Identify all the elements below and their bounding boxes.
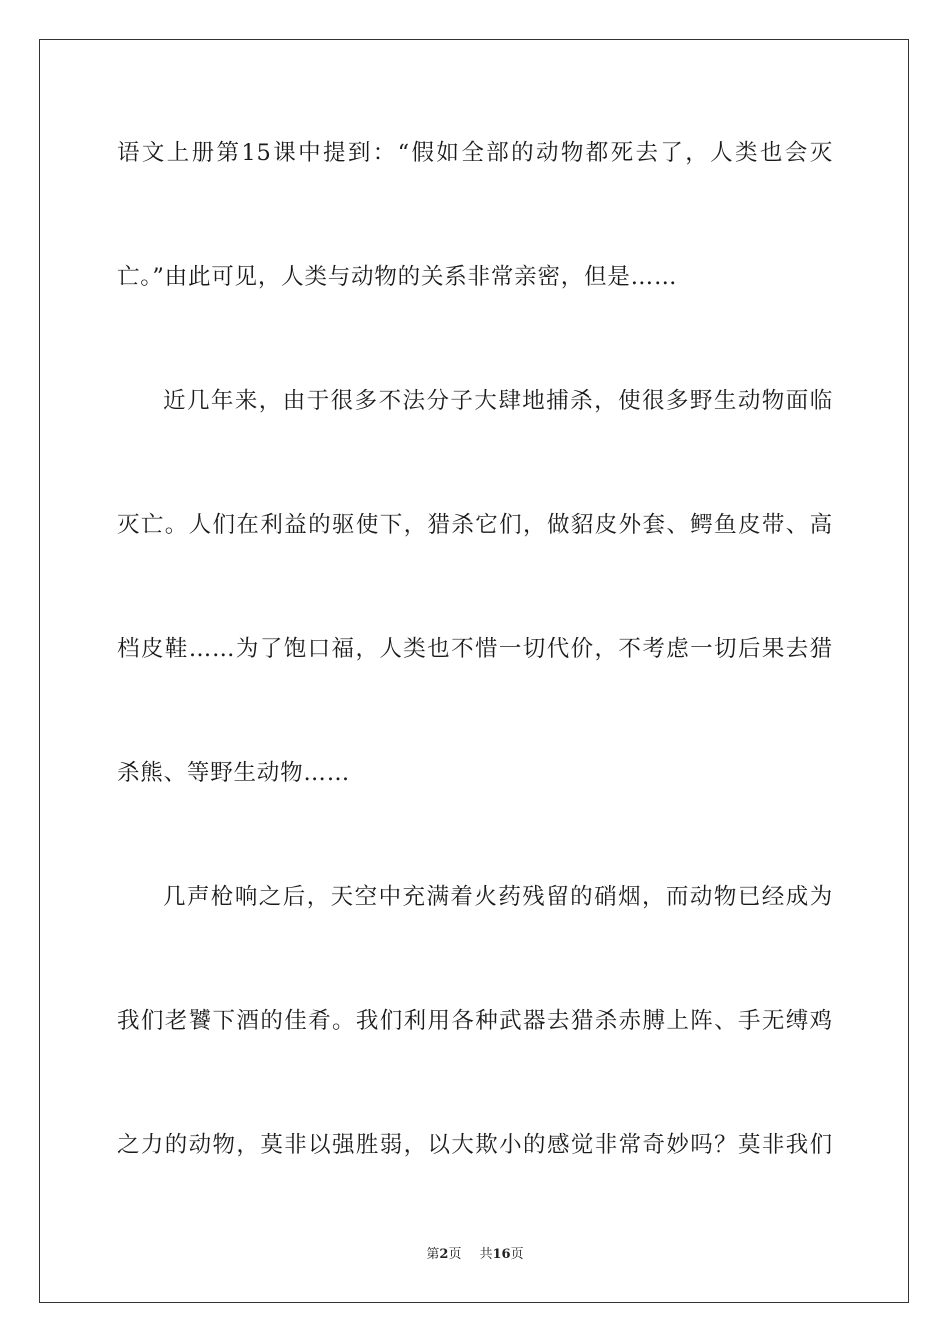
page-prefix: 第 bbox=[426, 1247, 440, 1262]
total-suffix: 页 bbox=[510, 1247, 524, 1262]
text-line-7: 几声枪响之后，天空中充满着火药残留的硝烟，而动物已经成为 bbox=[163, 884, 833, 910]
page-footer bbox=[0, 1246, 950, 1264]
page-suffix: 页 bbox=[448, 1247, 462, 1262]
text-line-4: 灭亡。人们在利益的驱使下，猎杀它们，做貂皮外套、鳄鱼皮带、高 bbox=[117, 512, 833, 538]
text-line-9: 之力的动物，莫非以强胜弱，以大欺小的感觉非常奇妙吗？莫非我们 bbox=[117, 1132, 833, 1158]
page-total: 16 bbox=[492, 1247, 511, 1262]
text-line-2: 亡。”由此可见，人类与动物的关系非常亲密，但是…… bbox=[117, 264, 678, 290]
total-prefix: 共 bbox=[479, 1247, 493, 1262]
text-line-3: 近几年来，由于很多不法分子大肆地捕杀，使很多野生动物面临 bbox=[163, 388, 833, 414]
text-line-5: 档皮鞋……为了饱口福，人类也不惜一切代价，不考虑一切后果去猎 bbox=[117, 636, 833, 662]
page-current: 2 bbox=[439, 1247, 449, 1262]
text-line-1: 语文上册第15课中提到：“假如全部的动物都死去了，人类也会灭 bbox=[117, 140, 833, 166]
text-line-8: 我们老饕下酒的佳肴。我们利用各种武器去猎杀赤膊上阵、手无缚鸡 bbox=[117, 1008, 833, 1034]
page-border bbox=[39, 39, 909, 1303]
text-line-6: 杀熊、等野生动物…… bbox=[117, 760, 351, 786]
